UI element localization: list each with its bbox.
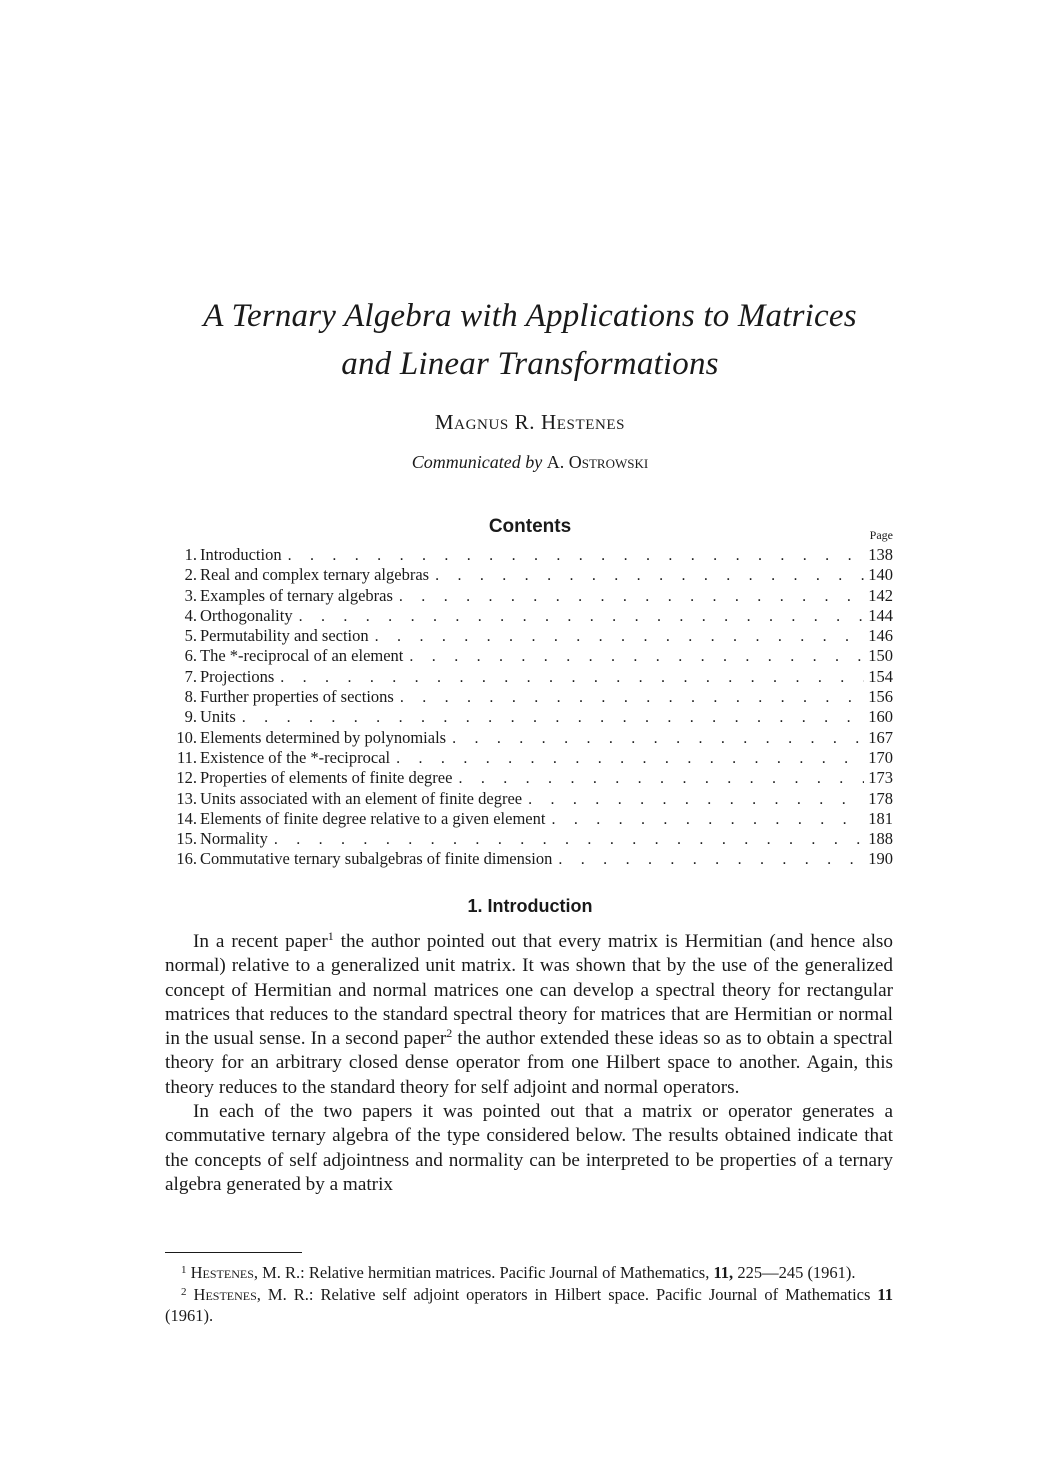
toc-leader-dots [274, 668, 864, 687]
toc-entry [165, 728, 893, 748]
toc-entry-page: 156 [868, 687, 893, 707]
communicated-by-prefix: Communicated by [411, 452, 543, 472]
toc-entry-page: 173 [868, 768, 893, 788]
toc-entry-number: 4. [184, 605, 197, 625]
toc-entry-number: 13. [176, 788, 197, 808]
section-heading-introduction: 1. Introduction [467, 896, 593, 916]
footnote-author: Hestenes, M. R.: [190, 1263, 305, 1282]
footnote-2 [165, 1284, 893, 1326]
toc-entry-number: 7. [184, 666, 197, 686]
toc-entry-page: 167 [868, 727, 893, 747]
article-title [150, 292, 910, 388]
toc-entry-number: 5. [184, 626, 197, 646]
footnote-mark: 1 [181, 1264, 187, 1276]
toc-entry-number: 16. [176, 849, 197, 869]
toc-entry-page: 154 [868, 666, 893, 686]
toc-leader-dots [293, 607, 865, 626]
article-title-line-2: and Linear Transformations [341, 346, 719, 382]
toc-entry-page: 146 [868, 626, 893, 646]
paragraph-text: the author extended these ideas so as to obtain a spectral theory for an arbitrary closed dense operator from one Hilbert space to another. Again, this theory reduces to the standard theory for self adjoint and normal operators. [165, 1028, 893, 1098]
toc-entry [165, 768, 893, 788]
toc-entry-title: Commutative ternary subalgebras of finite dimension [200, 849, 553, 869]
toc-entry-title: Projections [200, 666, 275, 686]
footnote-1 [165, 1262, 893, 1283]
toc-leader-dots [545, 810, 864, 829]
toc-entry [165, 789, 893, 809]
toc-entry [165, 545, 893, 565]
footnote-text: Relative self adjoint operators in Hilbert space. Pacific Journal of Mathematics [313, 1285, 878, 1304]
paragraph [165, 930, 893, 1100]
toc-entry [165, 606, 893, 626]
toc-entry-page: 142 [868, 585, 893, 605]
footnote-text: (1961). [165, 1306, 214, 1325]
toc-leader-dots [452, 769, 864, 788]
toc-entry-page: 190 [868, 849, 893, 869]
footnote-text: Relative hermitian matrices. Pacific Journal of Mathematics, [304, 1263, 714, 1282]
toc-leader-dots [390, 749, 864, 768]
toc-entry-number: 11. [176, 747, 197, 767]
toc-entry-title: Real and complex ternary algebras [200, 565, 430, 585]
toc-entry-page: 138 [868, 545, 893, 564]
paragraph: In each of the two papers it was pointed out that a matrix or operator generates a commutative ternary algebra of the type considered below. The results obtained indicate that the concepts of self adjointness and normality can be interpreted to be properties of a ternary algebra generated by a matrix [165, 1101, 893, 1195]
toc-entry [165, 586, 893, 606]
toc-entry-title: Existence of the *-reciprocal [200, 747, 391, 767]
footnote-mark: 2 [181, 1286, 187, 1298]
toc-entry [165, 829, 893, 849]
toc-entry-title: Examples of ternary algebras [200, 585, 393, 605]
toc-leader-dots [236, 708, 864, 727]
toc-entry [165, 707, 893, 727]
footnote-ref-1: 1 [327, 929, 334, 943]
toc-entry-title: Introduction [200, 545, 282, 564]
contents-heading: Contents [488, 516, 572, 537]
toc-entry [165, 646, 893, 666]
toc-entry-number: 15. [176, 829, 197, 849]
toc-entry-title: Elements determined by polynomials [200, 727, 447, 747]
toc-entry-number: 8. [184, 687, 197, 707]
toc-entry-number: 6. [184, 646, 197, 666]
toc-entry [165, 849, 893, 869]
footnote-volume: 11, [713, 1263, 734, 1282]
toc-entry-page: 181 [868, 808, 893, 828]
toc-entry-title: Units associated with an element of finite degree [200, 788, 523, 808]
toc-entry-title: Properties of elements of finite degree [200, 768, 453, 788]
communicated-by [150, 452, 910, 473]
toc-entry-number: 1. [184, 545, 197, 564]
footnote-volume: 11 [877, 1285, 894, 1304]
toc-entry-page: 170 [868, 747, 893, 767]
toc-entry-title: Further properties of sections [200, 687, 394, 707]
paragraph-text: In a recent paper [193, 931, 328, 952]
introduction-body [165, 930, 893, 1197]
toc-entry-page: 160 [868, 707, 893, 727]
toc-entry [165, 565, 893, 585]
toc-entry-title: Permutability and section [200, 626, 369, 646]
toc-entry [165, 809, 893, 829]
toc-leader-dots [393, 587, 864, 606]
toc-leader-dots [369, 627, 865, 646]
toc-leader-dots [446, 729, 864, 748]
toc-leader-dots [394, 688, 864, 707]
footnote-ref-2: 2 [446, 1026, 453, 1041]
contents-page-label: Page [869, 528, 893, 542]
toc-entry [165, 748, 893, 768]
toc-entry-number: 2. [184, 565, 197, 585]
toc-entry-title: Orthogonality [200, 605, 293, 625]
toc-entry-page: 178 [868, 788, 893, 808]
toc-entry-page: 150 [868, 646, 893, 666]
footnote-author: Hestenes, M. R.: [193, 1285, 314, 1304]
toc-entry [165, 667, 893, 687]
toc-entry-title: Units [200, 707, 236, 727]
toc-entry-number: 9. [184, 707, 197, 727]
toc-entry-number: 3. [184, 585, 197, 605]
communicator-name: A. Ostrowski [546, 452, 649, 472]
footnote-text: 225—245 (1961). [733, 1263, 856, 1282]
table-of-contents [165, 545, 893, 870]
article-title-line-1: A Ternary Algebra with Applications to Matrices [203, 298, 857, 334]
toc-leader-dots [268, 830, 864, 849]
toc-entry-number: 12. [176, 768, 197, 788]
toc-entry-title: Elements of finite degree relative to a given element [200, 808, 546, 828]
toc-entry-number: 14. [176, 808, 197, 828]
toc-leader-dots [552, 850, 864, 869]
author-name: Magnus R. Hestenes [434, 410, 626, 434]
toc-entry-page: 188 [868, 829, 893, 849]
toc-leader-dots [403, 647, 864, 666]
footnote-divider [165, 1252, 302, 1253]
toc-entry-title: Normality [200, 829, 268, 849]
toc-entry-number: 10. [176, 727, 197, 747]
toc-entry-page: 144 [868, 605, 893, 625]
paragraph-text: the author pointed out that every matrix is Hermitian (and hence also normal) relative to a generalized unit matrix. It was shown that by the use of the generalized concept of Hermitian and normal matrices one can develop a spectral theory for rectangular matrices that reduces to the standard spectral theory for matrices that are Hermitian or normal in the usual sense. In a second paper [165, 931, 893, 1050]
footnotes [165, 1262, 893, 1326]
toc-entry [165, 626, 893, 646]
toc-leader-dots [522, 790, 864, 809]
toc-entry-page: 140 [868, 565, 893, 585]
toc-leader-dots [429, 566, 864, 585]
toc-leader-dots [282, 546, 865, 565]
toc-entry-title: The *-reciprocal of an element [200, 646, 404, 666]
toc-entry [165, 687, 893, 707]
